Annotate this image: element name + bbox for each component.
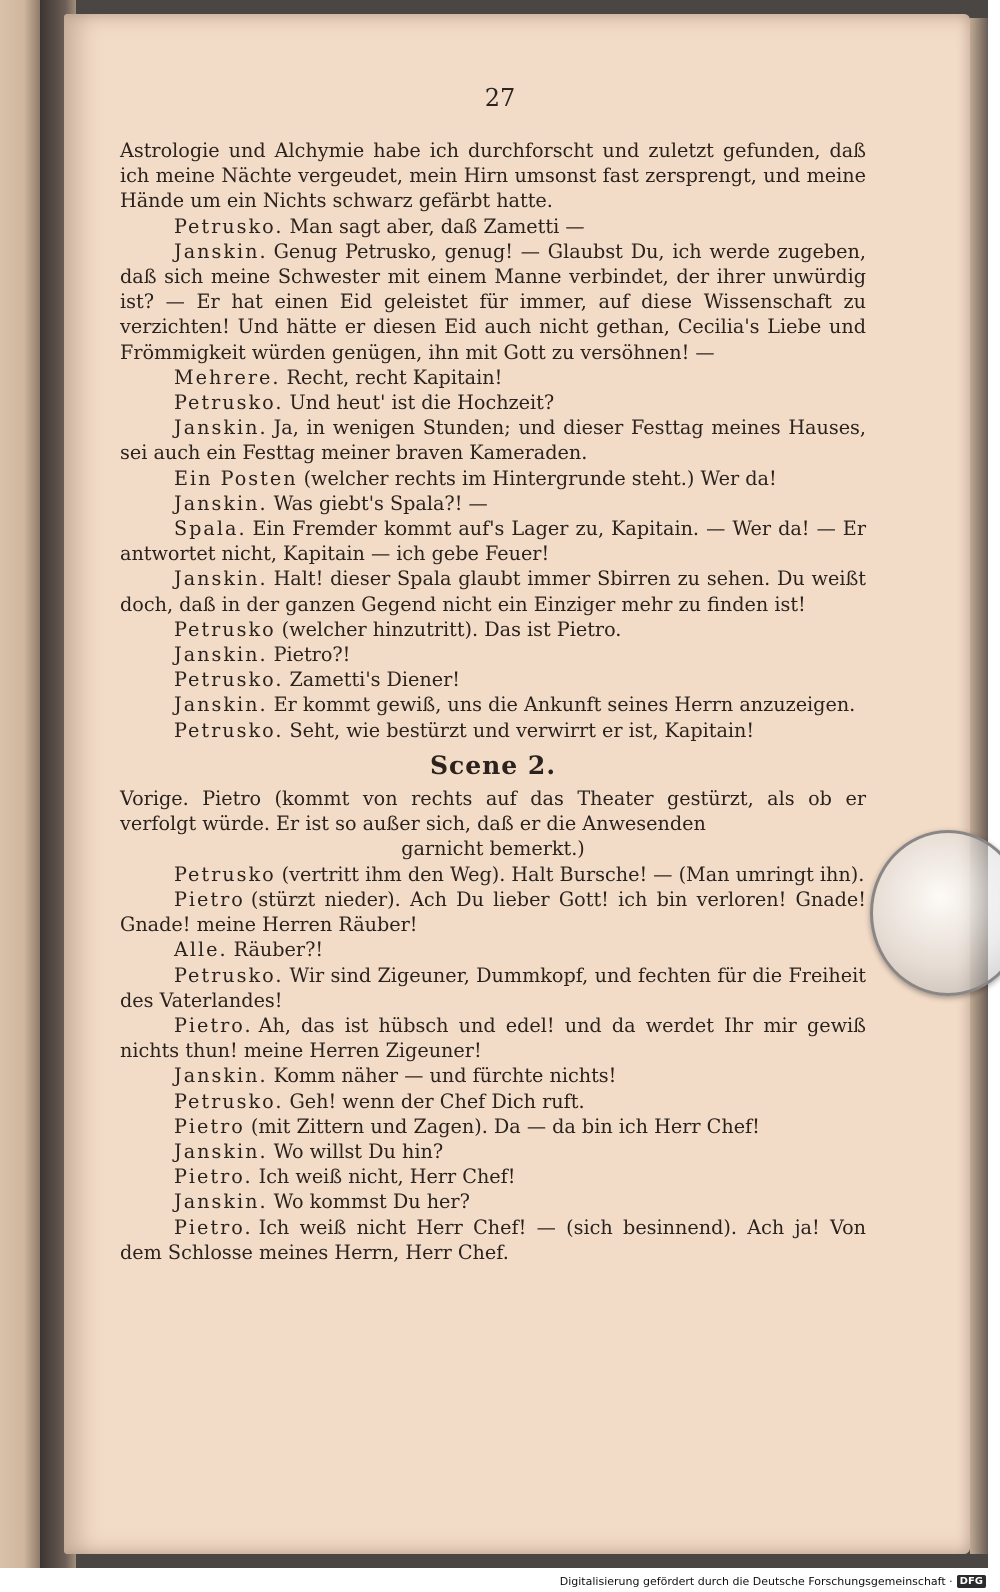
- dialogue-text: Er kommt gewiß, uns die Ankunft seines Herrn anzuzeigen.: [273, 693, 856, 717]
- speaker-name: Pietro.: [174, 1215, 253, 1239]
- dialogue-text: Man sagt aber, daß Zametti —: [289, 214, 585, 238]
- dialogue-line: [120, 365, 866, 390]
- speaker-name: Petrusko.: [174, 668, 284, 692]
- dialogue-text: Geh! wenn der Chef Dich ruft.: [289, 1089, 585, 1113]
- dialogue-line: [120, 1164, 866, 1189]
- speaker-name: Janskin.: [174, 491, 268, 515]
- speaker-name: Janskin.: [174, 1064, 268, 1088]
- dialogue-text: (welcher rechts im Hintergrunde steht.) Wer da!: [303, 466, 777, 490]
- dialogue-line: [120, 491, 866, 516]
- speaker-name: Janskin.: [174, 1190, 268, 1214]
- stage-direction-tail: garnicht bemerkt.): [401, 837, 585, 861]
- dialogue-text: Genug Petrusko, genug! — Glaubst Du, ich werde zugeben, daß sich meine Schwester mit einem Manne verbindet, der ihrer unwürdig ist? — Er hat einen Eid geleistet für immer, auf diese Wissenschaft zu verzichten! Und hätte er diesen Eid auch nicht gethan, Cecilia's Liebe und Frömmigkeit würden genügen, ihn mit Gott zu versöhnen! —: [120, 239, 866, 364]
- dialogue-line: [120, 1013, 866, 1063]
- speaker-name: Petrusko: [174, 862, 276, 886]
- speaker-name: Petrusko.: [174, 214, 284, 238]
- speaker-name: Janskin.: [174, 693, 268, 717]
- dialogue-line: [120, 1063, 866, 1088]
- dialogue-text: (stürzt nieder). Ach Du lieber Gott! ich bin verloren! Gnade! Gnade! meine Herren Räuber!: [120, 887, 866, 937]
- dialogue-text: Ich weiß nicht, Herr Chef!: [258, 1165, 516, 1189]
- dialogue-text: Recht, recht Kapitain!: [286, 365, 503, 389]
- dialogue-text: (vertritt ihm den Weg). Halt Bursche! — (Man umringt ihn).: [281, 862, 865, 886]
- dialogue-text: Ich weiß nicht Herr Chef! — (sich besinnend). Ach ja! Von dem Schlosse meines Herrn, Herr Chef.: [120, 1215, 866, 1264]
- dialogue-text: Was giebt's Spala?! —: [273, 491, 488, 515]
- speaker-name: Pietro: [174, 887, 245, 911]
- dialogue-line: [120, 1215, 866, 1265]
- speaker-name: Pietro.: [174, 1013, 253, 1037]
- dialogue-line: [120, 466, 866, 491]
- dialogue-line: [120, 239, 866, 365]
- dialogue-line: [120, 718, 866, 743]
- dialogue-text: (welcher hinzutritt). Das ist Pietro.: [281, 617, 622, 641]
- dialogue-line: [120, 566, 866, 616]
- dfg-logo: DFG: [957, 1575, 986, 1588]
- speaker-name: Petrusko.: [174, 718, 284, 742]
- footer-text: Digitalisierung gefördert durch die Deutsche Forschungsgemeinschaft ·: [559, 1575, 953, 1588]
- dialogue-text: Seht, wie bestürzt und verwirrt er ist, Kapitain!: [289, 718, 755, 742]
- speaker-name: Petrusko.: [174, 1089, 284, 1113]
- dialogue-text: Ah, das ist hübsch und edel! und da werdet Ihr mir gewiß nichts thun! meine Herren Zigeuner!: [120, 1013, 866, 1063]
- dialogue-text: Ja, in wenigen Stunden; und dieser Festtag meines Hauses, sei auch ein Festtag meiner braven Kameraden.: [120, 416, 866, 465]
- dialogue-text: Wo willst Du hin?: [273, 1139, 444, 1163]
- dialogue-line: [120, 1189, 866, 1214]
- dialogue-line: [120, 617, 866, 642]
- footer-credit: [560, 1575, 986, 1588]
- dialogue-line: [120, 963, 866, 1013]
- scene-heading: Scene 2.: [429, 750, 557, 780]
- page-number: 27: [484, 84, 516, 112]
- dialogue-line: [120, 937, 866, 962]
- speaker-name: Petrusko: [174, 617, 276, 641]
- speaker-name: Janskin.: [174, 416, 268, 440]
- speaker-name: Pietro: [174, 1114, 245, 1138]
- speaker-name: Janskin.: [174, 239, 268, 263]
- dialogue-line: [120, 887, 866, 937]
- dialogue-line: [120, 1089, 866, 1114]
- dialogue-text: (mit Zittern und Zagen). Da — da bin ich Herr Chef!: [250, 1114, 760, 1138]
- dialogue-line: [120, 667, 866, 692]
- dialogue-text: Und heut' ist die Hochzeit?: [289, 391, 555, 415]
- dialogue-line: [120, 862, 866, 887]
- dialogue-line: [120, 1114, 866, 1139]
- speaker-name: Mehrere.: [174, 365, 281, 389]
- facing-page-edge: [0, 0, 40, 1568]
- stage-direction: [120, 786, 866, 862]
- speaker-name: Janskin.: [174, 643, 268, 667]
- speaker-name: Petrusko.: [174, 963, 284, 987]
- dialogue-line: [120, 390, 866, 415]
- dialogue-line: [120, 642, 866, 667]
- stage-direction-text: Vorige. Pietro (kommt von rechts auf das Theater gestürzt, als ob er verfolgt würde. Er ist so außer sich, daß er die Anwesenden: [120, 787, 866, 836]
- speaker-name: Ein Posten: [174, 466, 298, 490]
- dialogue-text: Ein Fremder kommt auf's Lager zu, Kapitain. — Wer da! — Er antwortet nicht, Kapitain — ich gebe Feuer!: [120, 517, 866, 566]
- dialogue-text: Pietro?!: [273, 643, 351, 667]
- dialogue-line: [120, 692, 866, 717]
- paragraph-text: Astrologie und Alchymie habe ich durchforscht und zuletzt gefunden, daß ich meine Nächte vergeudet, mein Hirn umsonst fast zersprengt, und meine Hände um ein Nichts schwarz gefärbt hatte.: [120, 139, 866, 213]
- dialogue-text: Komm näher — und fürchte nichts!: [273, 1064, 617, 1088]
- page-edge-right: [970, 18, 988, 1554]
- dialogue-text: Wir sind Zigeuner, Dummkopf, und fechten für die Freiheit des Vaterlandes!: [120, 963, 866, 1012]
- dialogue-line: [120, 214, 866, 239]
- speaker-name: Petrusko.: [174, 391, 284, 415]
- dialogue-line: [120, 415, 866, 465]
- dialogue-text: Halt! dieser Spala glaubt immer Sbirren zu sehen. Du weißt doch, daß in der ganzen Gegend nicht ein Einziger mehr zu finden ist!: [120, 567, 866, 616]
- dialogue-line: [120, 516, 866, 566]
- dialogue-text: Wo kommst Du her?: [273, 1190, 470, 1214]
- page-text: [120, 138, 866, 1265]
- speaker-name: Janskin.: [174, 1139, 268, 1163]
- dialogue-text: Räuber?!: [233, 938, 324, 962]
- speaker-name: Janskin.: [174, 567, 268, 591]
- paragraph: [120, 138, 866, 214]
- dialogue-text: Zametti's Diener!: [289, 668, 461, 692]
- dialogue-line: [120, 1139, 866, 1164]
- speaker-name: Spala.: [174, 517, 247, 541]
- speaker-name: Pietro.: [174, 1165, 253, 1189]
- speaker-name: Alle.: [174, 938, 228, 962]
